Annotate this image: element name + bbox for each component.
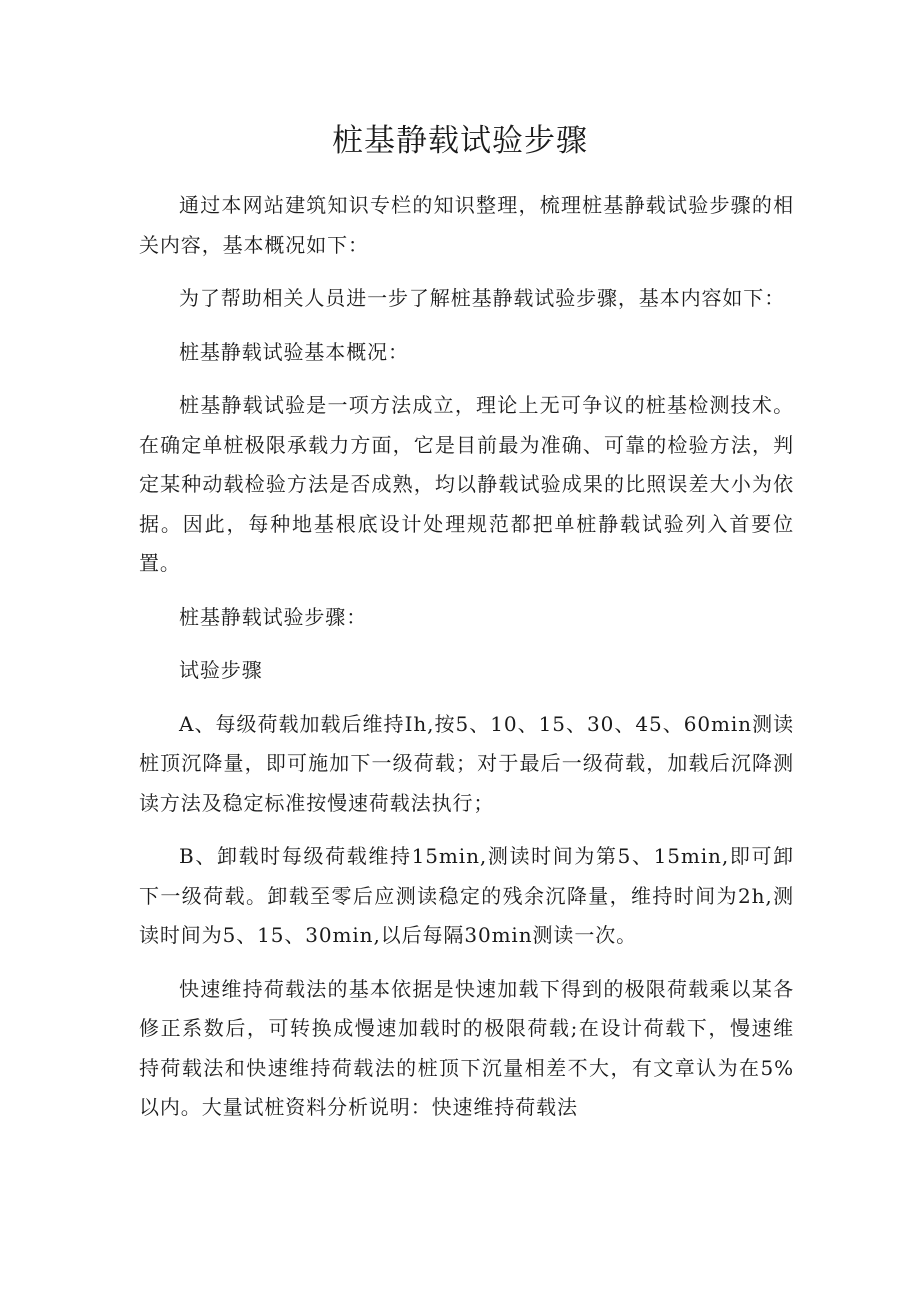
step-b-paragraph: B、卸载时每级荷载维持15min,测读时间为第5、15min,即可卸下一级荷载。卸载至零后应测读稳定的残余沉降量，维持时间为2h,测读时间为5、15、30min,以后每隔30min测读一次。: [139, 844, 794, 947]
step-a-paragraph: A、每级荷载加载后维持Ih,按5、10、15、30、45、60min测读桩顶沉降量，即可施加下一级荷载；对于最后一级荷载，加载后沉降测读方法及稳定标准按慢速荷载法执行；: [139, 711, 794, 815]
intro-paragraph: 通过本网站建筑知识专栏的知识整理，梳理桩基静载试验步骤的相关内容，基本概况如下：: [139, 193, 794, 257]
purpose-paragraph: 为了帮助相关人员进一步了解桩基静载试验步骤，基本内容如下：: [179, 286, 786, 310]
overview-paragraph: 桩基静载试验是一项方法成立，理论上无可争议的桩基检测技术。在确定单桩极限承载力方面，它是目前最为准确、可靠的检验方法，判定某种动载检验方法是否成熟，均以静载试验成果的比照误差大小为依据。因此，每种地基根底设计处理规范都把单桩静载试验列入首要位置。: [139, 393, 794, 575]
steps-subheading: 试验步骤: [179, 658, 263, 682]
overview-heading: 桩基静载试验基本概况：: [179, 339, 409, 364]
fast-method-paragraph: 快速维持荷载法的基本依据是快速加载下得到的极限荷载乘以某各修正系数后，可转换成慢速加载时的极限荷载;在设计荷载下，慢速维持荷载法和快速维持荷载法的桩顶下沉量相差不大，有文章认为在5%以内。大量试桩资料分析说明：快速维持荷载法: [139, 976, 794, 1119]
document-body: [139, 186, 794, 1128]
steps-heading: 桩基静载试验步骤：: [179, 604, 368, 629]
document-title: 桩基静载试验步骤: [332, 123, 588, 159]
